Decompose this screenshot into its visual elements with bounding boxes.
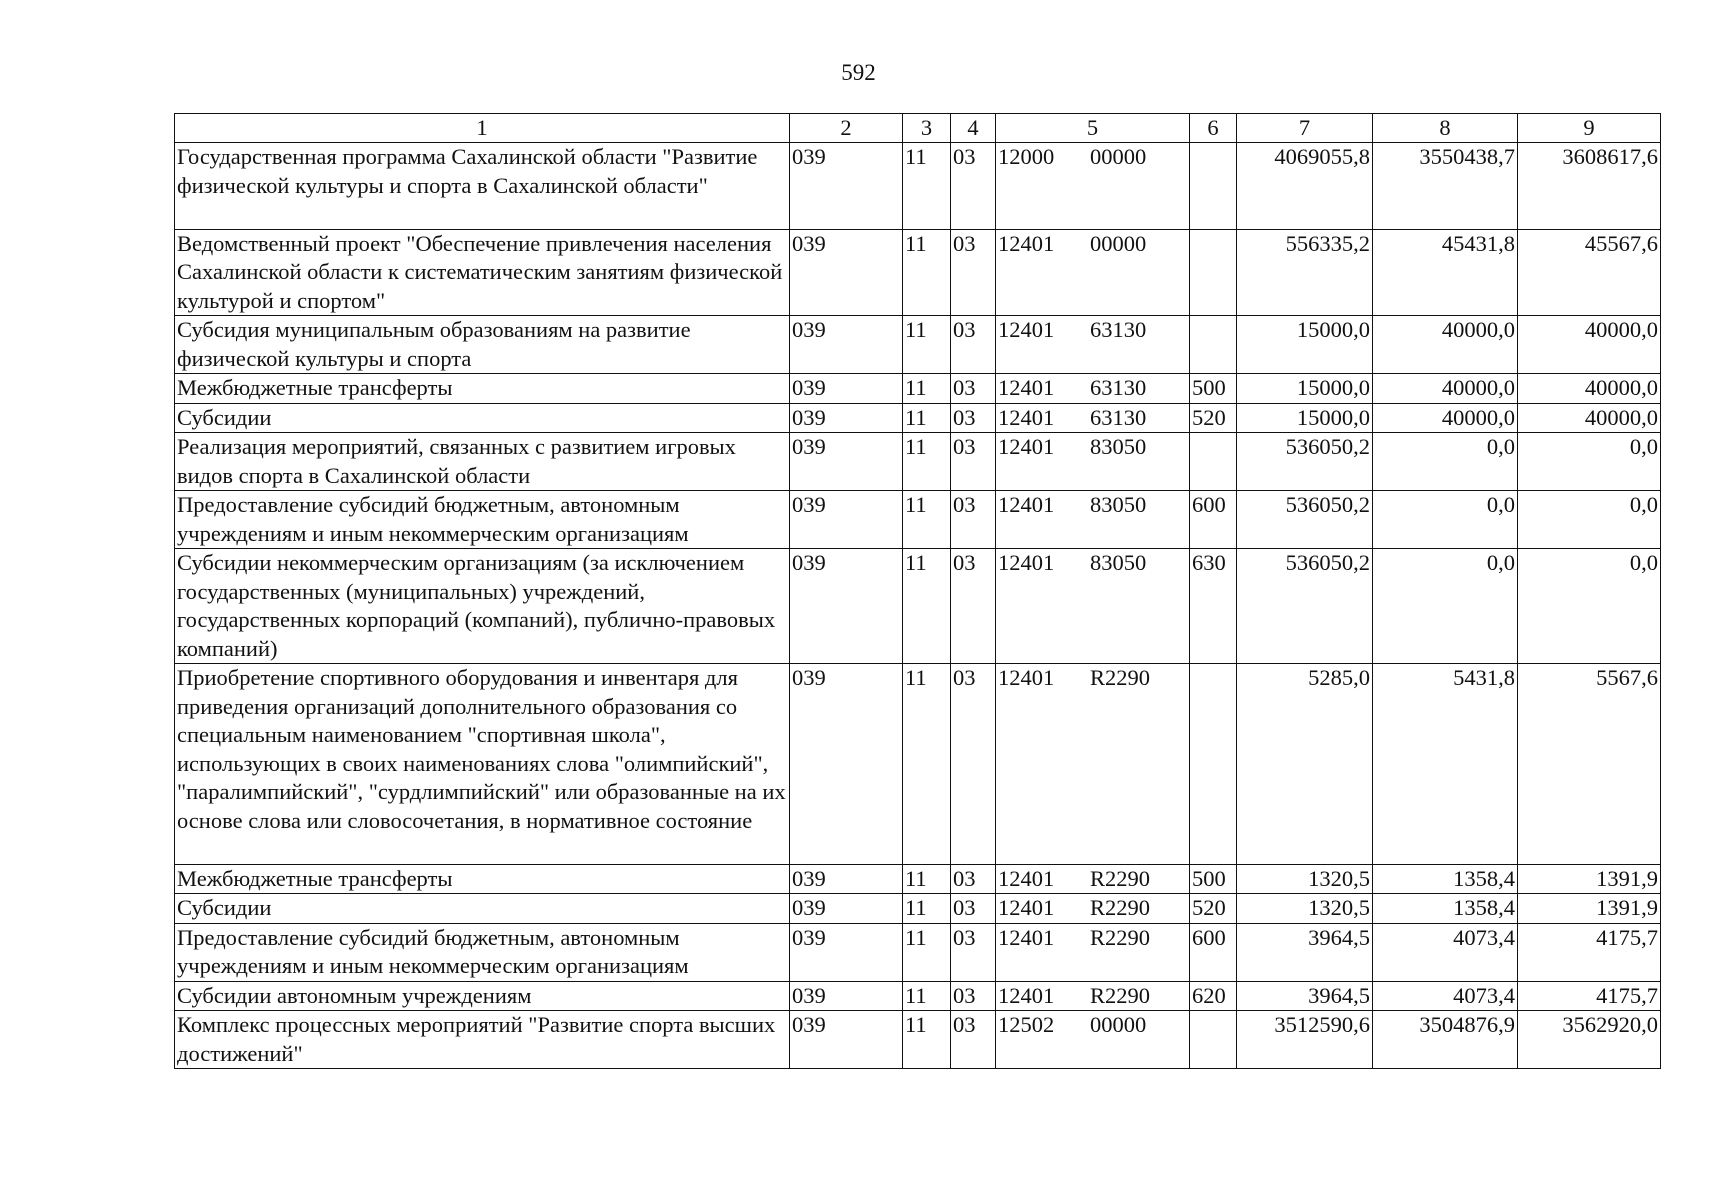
row-name: Приобретение спортивного оборудования и инвентаря для приведения организаций дополнительного образования со специальным наименованием "спортивная школа", использующих в своих наименованиях слова "олимпийский", "паралимпийский", "сурдлимпийский" или образованные на их основе слова или словосочетания, в нормативное состояние	[175, 664, 790, 865]
column-header: 4	[951, 114, 996, 143]
table-row	[175, 549, 1661, 664]
amount-year-2: 4073,4	[1373, 923, 1518, 981]
amount-year-1: 536050,2	[1237, 433, 1373, 491]
target-article-program: 12502	[998, 1012, 1055, 1037]
amount-year-2: 0,0	[1373, 491, 1518, 549]
row-name: Субсидии	[175, 894, 790, 924]
code-administrator: 039	[790, 143, 903, 230]
amount-year-3: 1391,9	[1518, 864, 1661, 894]
code-administrator: 039	[790, 549, 903, 664]
budget-table	[174, 113, 1661, 1069]
row-name: Субсидия муниципальным образованиям на развитие физической культуры и спорта	[175, 316, 790, 374]
table-row	[175, 433, 1661, 491]
amount-year-2: 3504876,9	[1373, 1011, 1518, 1069]
code-administrator: 039	[790, 923, 903, 981]
target-article-direction: 83050	[1090, 434, 1147, 459]
code-subsection: 03	[951, 981, 996, 1011]
amount-year-1: 536050,2	[1237, 491, 1373, 549]
code-target-article	[996, 491, 1190, 549]
table-row	[175, 374, 1661, 404]
table-body	[175, 143, 1661, 1069]
code-expense-type: 600	[1190, 923, 1237, 981]
target-article-program: 12401	[998, 550, 1055, 575]
code-section: 11	[903, 664, 951, 865]
code-subsection: 03	[951, 229, 996, 316]
code-target-article	[996, 549, 1190, 664]
code-target-article	[996, 864, 1190, 894]
code-target-article	[996, 1011, 1190, 1069]
code-section: 11	[903, 374, 951, 404]
code-administrator: 039	[790, 1011, 903, 1069]
table-row	[175, 491, 1661, 549]
table-row	[175, 981, 1661, 1011]
amount-year-1: 15000,0	[1237, 316, 1373, 374]
code-subsection: 03	[951, 316, 996, 374]
amount-year-1: 5285,0	[1237, 664, 1373, 865]
code-subsection: 03	[951, 894, 996, 924]
target-article-direction: 63130	[1090, 317, 1147, 342]
code-section: 11	[903, 864, 951, 894]
amount-year-3: 4175,7	[1518, 923, 1661, 981]
code-expense-type: 500	[1190, 374, 1237, 404]
code-subsection: 03	[951, 923, 996, 981]
target-article-program: 12401	[998, 230, 1055, 256]
code-administrator: 039	[790, 664, 903, 865]
target-article-direction: 00000	[1090, 1012, 1147, 1037]
target-article-program: 12000	[998, 144, 1055, 169]
amount-year-3: 40000,0	[1518, 403, 1661, 433]
target-article-direction: R2290	[1090, 982, 1151, 1008]
code-section: 11	[903, 923, 951, 981]
target-article-direction: 00000	[1090, 144, 1147, 169]
row-name: Государственная программа Сахалинской области "Развитие физической культуры и спорта в Сахалинской области"	[175, 143, 790, 230]
code-administrator: 039	[790, 374, 903, 404]
amount-year-3: 0,0	[1518, 433, 1661, 491]
code-administrator: 039	[790, 403, 903, 433]
column-header: 6	[1190, 114, 1237, 143]
row-name: Предоставление субсидий бюджетным, автономным учреждениям и иным некоммерческим организациям	[175, 923, 790, 981]
code-section: 11	[903, 229, 951, 316]
amount-year-1: 3512590,6	[1237, 1011, 1373, 1069]
column-header: 8	[1373, 114, 1518, 143]
row-name: Субсидии автономным учреждениям	[175, 981, 790, 1011]
column-header: 2	[790, 114, 903, 143]
row-name: Комплекс процессных мероприятий "Развитие спорта высших достижений"	[175, 1011, 790, 1069]
amount-year-1: 15000,0	[1237, 374, 1373, 404]
amount-year-3: 40000,0	[1518, 316, 1661, 374]
code-subsection: 03	[951, 1011, 996, 1069]
amount-year-1: 536050,2	[1237, 549, 1373, 664]
row-name: Реализация мероприятий, связанных с развитием игровых видов спорта в Сахалинской области	[175, 433, 790, 491]
code-expense-type: 520	[1190, 894, 1237, 924]
code-section: 11	[903, 981, 951, 1011]
amount-year-1: 4069055,8	[1237, 143, 1373, 230]
code-subsection: 03	[951, 491, 996, 549]
code-target-article	[996, 894, 1190, 924]
code-administrator: 039	[790, 864, 903, 894]
column-header: 7	[1237, 114, 1373, 143]
code-subsection: 03	[951, 403, 996, 433]
table-row	[175, 316, 1661, 374]
amount-year-3: 40000,0	[1518, 374, 1661, 404]
code-expense-type: 600	[1190, 491, 1237, 549]
amount-year-3: 0,0	[1518, 549, 1661, 664]
row-name: Межбюджетные трансферты	[175, 864, 790, 894]
amount-year-3: 3608617,6	[1518, 143, 1661, 230]
amount-year-2: 1358,4	[1373, 864, 1518, 894]
table-row	[175, 923, 1661, 981]
code-target-article	[996, 374, 1190, 404]
page-number: 592	[841, 60, 876, 85]
amount-year-2: 0,0	[1373, 549, 1518, 664]
target-article-program: 12401	[998, 982, 1055, 1008]
code-section: 11	[903, 894, 951, 924]
row-name: Субсидии некоммерческим организациям (за исключением государственных (муниципальных) учреждений, государственных корпораций (компаний), публично-правовых компаний)	[175, 549, 790, 664]
amount-year-2: 1358,4	[1373, 894, 1518, 924]
code-administrator: 039	[790, 316, 903, 374]
code-subsection: 03	[951, 549, 996, 664]
code-expense-type: 520	[1190, 403, 1237, 433]
target-article-direction: R2290	[1090, 665, 1151, 690]
amount-year-1: 1320,5	[1237, 894, 1373, 924]
code-target-article	[996, 229, 1190, 316]
code-expense-type	[1190, 1011, 1237, 1069]
table-row	[175, 403, 1661, 433]
code-subsection: 03	[951, 143, 996, 230]
amount-year-1: 1320,5	[1237, 864, 1373, 894]
code-administrator: 039	[790, 894, 903, 924]
code-target-article	[996, 923, 1190, 981]
amount-year-1: 556335,2	[1237, 229, 1373, 316]
amount-year-2: 0,0	[1373, 433, 1518, 491]
amount-year-3: 4175,7	[1518, 981, 1661, 1011]
amount-year-2: 3550438,7	[1373, 143, 1518, 230]
code-section: 11	[903, 433, 951, 491]
code-section: 11	[903, 1011, 951, 1069]
amount-year-2: 40000,0	[1373, 403, 1518, 433]
target-article-direction: R2290	[1090, 895, 1151, 920]
amount-year-2: 45431,8	[1373, 229, 1518, 316]
target-article-program: 12401	[998, 865, 1055, 891]
code-target-article	[996, 433, 1190, 491]
code-target-article	[996, 403, 1190, 433]
code-expense-type	[1190, 433, 1237, 491]
code-subsection: 03	[951, 433, 996, 491]
code-administrator: 039	[790, 981, 903, 1011]
code-expense-type	[1190, 316, 1237, 374]
target-article-direction: 63130	[1090, 375, 1147, 400]
target-article-direction: R2290	[1090, 865, 1151, 891]
code-section: 11	[903, 316, 951, 374]
row-name: Предоставление субсидий бюджетным, автономным учреждениям и иным некоммерческим организациям	[175, 491, 790, 549]
table-row	[175, 864, 1661, 894]
target-article-program: 12401	[998, 492, 1055, 517]
amount-year-3: 45567,6	[1518, 229, 1661, 316]
target-article-program: 12401	[998, 665, 1055, 690]
amount-year-2: 40000,0	[1373, 316, 1518, 374]
code-target-article	[996, 981, 1190, 1011]
amount-year-2: 40000,0	[1373, 374, 1518, 404]
amount-year-3: 3562920,0	[1518, 1011, 1661, 1069]
code-target-article	[996, 143, 1190, 230]
code-target-article	[996, 664, 1190, 865]
amount-year-1: 3964,5	[1237, 981, 1373, 1011]
code-section: 11	[903, 549, 951, 664]
code-expense-type: 620	[1190, 981, 1237, 1011]
target-article-direction: 83050	[1090, 492, 1147, 517]
code-section: 11	[903, 491, 951, 549]
table-row	[175, 1011, 1661, 1069]
row-name: Межбюджетные трансферты	[175, 374, 790, 404]
code-section: 11	[903, 403, 951, 433]
code-expense-type	[1190, 229, 1237, 316]
column-header: 9	[1518, 114, 1661, 143]
target-article-program: 12401	[998, 924, 1055, 950]
table-row	[175, 664, 1661, 865]
column-header: 1	[175, 114, 790, 143]
code-expense-type	[1190, 143, 1237, 230]
amount-year-2: 4073,4	[1373, 981, 1518, 1011]
target-article-direction: R2290	[1090, 924, 1151, 950]
row-name: Ведомственный проект "Обеспечение привлечения населения Сахалинской области к систематическим занятиям физической культурой и спортом"	[175, 229, 790, 316]
code-expense-type: 500	[1190, 864, 1237, 894]
code-expense-type: 630	[1190, 549, 1237, 664]
table-row	[175, 143, 1661, 230]
code-subsection: 03	[951, 664, 996, 865]
amount-year-3: 5567,6	[1518, 664, 1661, 865]
amount-year-2: 5431,8	[1373, 664, 1518, 865]
table-row	[175, 229, 1661, 316]
code-administrator: 039	[790, 229, 903, 316]
target-article-program: 12401	[998, 895, 1055, 920]
target-article-direction: 83050	[1090, 550, 1147, 575]
target-article-program: 12401	[998, 317, 1055, 342]
amount-year-1: 3964,5	[1237, 923, 1373, 981]
column-number-row	[175, 114, 1661, 143]
code-expense-type	[1190, 664, 1237, 865]
amount-year-1: 15000,0	[1237, 403, 1373, 433]
code-administrator: 039	[790, 491, 903, 549]
target-article-program: 12401	[998, 434, 1055, 459]
code-administrator: 039	[790, 433, 903, 491]
amount-year-3: 0,0	[1518, 491, 1661, 549]
column-header: 3	[903, 114, 951, 143]
target-article-direction: 00000	[1090, 230, 1147, 256]
amount-year-3: 1391,9	[1518, 894, 1661, 924]
code-target-article	[996, 316, 1190, 374]
code-subsection: 03	[951, 864, 996, 894]
column-header: 5	[996, 114, 1190, 143]
target-article-program: 12401	[998, 404, 1055, 430]
row-name: Субсидии	[175, 403, 790, 433]
table-row	[175, 894, 1661, 924]
code-subsection: 03	[951, 374, 996, 404]
target-article-program: 12401	[998, 375, 1055, 400]
code-section: 11	[903, 143, 951, 230]
target-article-direction: 63130	[1090, 404, 1147, 430]
